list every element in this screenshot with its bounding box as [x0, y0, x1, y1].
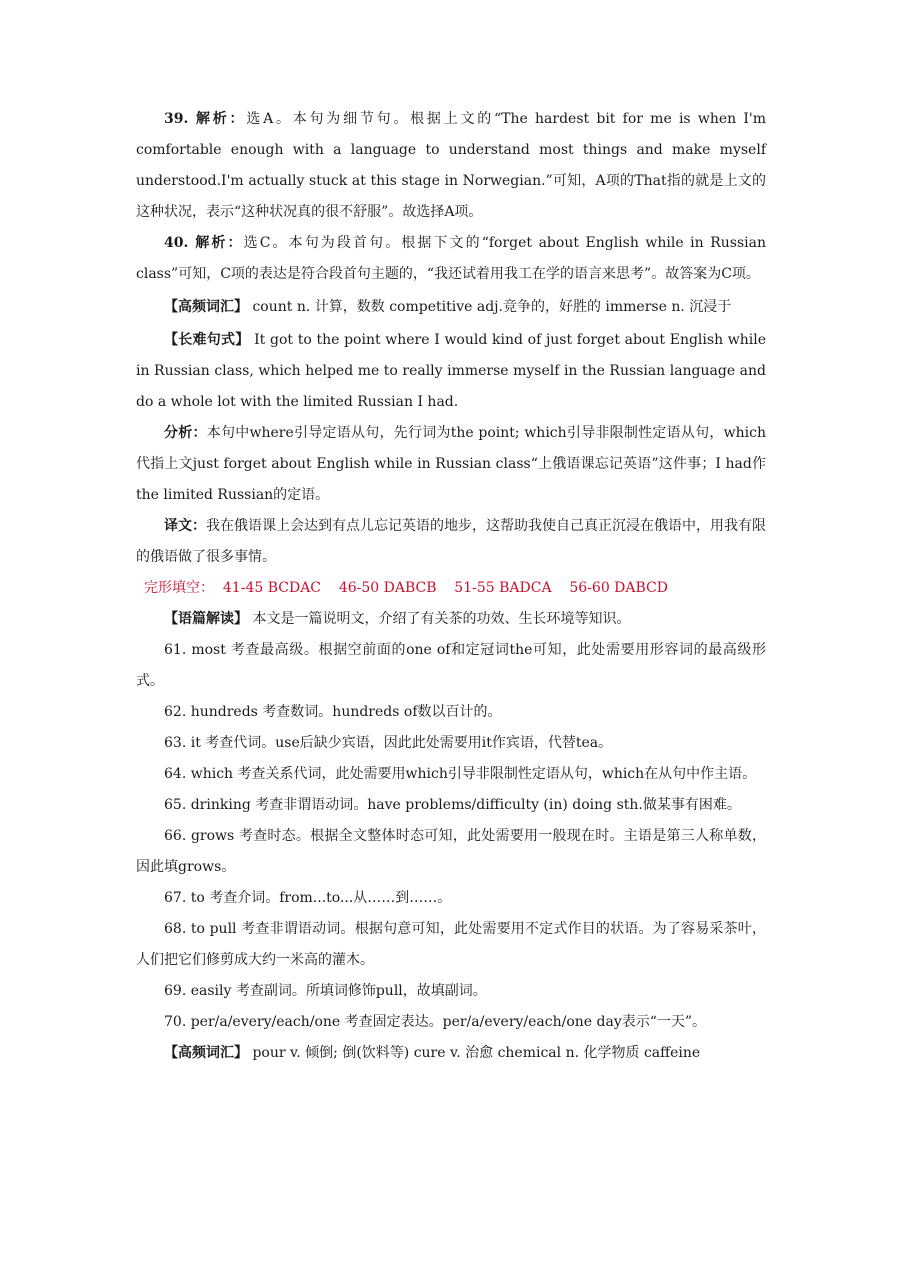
passage-section	[136, 604, 766, 635]
passage-text: 本文是一篇说明文，介绍了有关茶的功效、生长环境等知识。	[252, 611, 631, 627]
answer-39-text: 选A。本句为细节句。根据上文的“The hardest bit for me is when I'm comfortable enough with a language to understand most things and make myself understood.I'm actually stuck at this stage in Norwegian.”可知，A项的That指的就是上文的这种状况，表示“这种状况真的很不舒服”。故选择A项。	[136, 111, 767, 220]
translation-section	[136, 511, 766, 573]
cloze-answers: 完形填空： 41-45 BCDAC 46-50 DABCB 51-55 BADCA 56-60 DABCD	[144, 580, 668, 596]
long-sentence-text: It got to the point where I would kind of just forget about English while in Russian class, which helped me to really immerse myself in the Russian language and do a whole lot with the limited Russian I had.	[136, 332, 767, 410]
analysis-section	[136, 418, 766, 511]
answer-69: 69. easily 考查副词。所填词修饰pull，故填副词。	[164, 983, 487, 999]
vocab-text-1: count n. 计算，数数 competitive adj.竞争的，好胜的 immerse n. 沉浸于	[252, 299, 732, 315]
answer-40	[136, 228, 766, 290]
answer-39	[136, 104, 766, 228]
answer-70: 70. per/a/every/each/one 考查固定表达。per/a/every/each/one day表示“一天”。	[164, 1014, 707, 1030]
answer-64: 64. which 考查关系代词，此处需要用which引导非限制性定语从句，which在从句中作主语。	[164, 766, 757, 782]
vocab-section-1	[136, 292, 766, 323]
long-sentence-section	[136, 325, 766, 418]
translation-text: 我在俄语课上会达到有点儿忘记英语的地步，这帮助我使自己真正沉浸在俄语中，用我有限的俄语做了很多事情。	[136, 518, 766, 565]
answer-66: 66. grows 考查时态。根据全文整体时态可知，此处需要用一般现在时。主语是第三人称单数，因此填grows。	[136, 828, 766, 875]
translation-label: 译文：	[164, 518, 206, 534]
passage-label: 【语篇解读】	[164, 611, 248, 627]
vocab-text-2: pour v. 倾倒; 倒(饮料等) cure v. 治愈 chemical n. 化学物质 caffeine	[252, 1045, 701, 1061]
answer-68: 68. to pull 考查非谓语动词。根据句意可知，此处需要用不定式作目的状语。为了容易采茶叶，人们把它们修剪成大约一米高的灌木。	[136, 921, 766, 968]
answer-67: 67. to 考查介词。from...to...从……到……。	[164, 890, 452, 906]
vocab-label-2: 【高频词汇】	[164, 1045, 248, 1061]
analysis-label: 分析：	[164, 425, 207, 441]
vocab-section-2	[136, 1038, 766, 1069]
answer-62: 62. hundreds 考查数词。hundreds of数以百计的。	[164, 704, 502, 720]
answer-39-label: 39. 解析：	[164, 111, 247, 127]
long-sentence-label: 【长难句式】	[164, 332, 250, 348]
answer-40-text: 选C。本句为段首句。根据下文的“forget about English while in Russian class”可知，C项的表达是符合段首句主题的，“我还试着用我工在学的语言来思考”。故答案为C项。	[136, 235, 766, 282]
vocab-label-1: 【高频词汇】	[164, 299, 248, 315]
answer-63: 63. it 考查代词。use后缺少宾语，因此此处需要用it作宾语，代替tea。	[164, 735, 613, 751]
analysis-text: 本句中where引导定语从句，先行词为the point; which引导非限制性定语从句，which代指上文just forget about English while in Russian class“上俄语课忘记英语”这件事；I had作the limited Russian的定语。	[136, 425, 766, 503]
document-page	[136, 104, 766, 1069]
answer-61: 61. most 考查最高级。根据空前面的one of和定冠词the可知，此处需要用形容词的最高级形式。	[136, 642, 766, 689]
answer-40-label: 40. 解析：	[164, 235, 244, 251]
answer-65: 65. drinking 考查非谓语动词。have problems/difficulty (in) doing sth.做某事有困难。	[164, 797, 741, 813]
